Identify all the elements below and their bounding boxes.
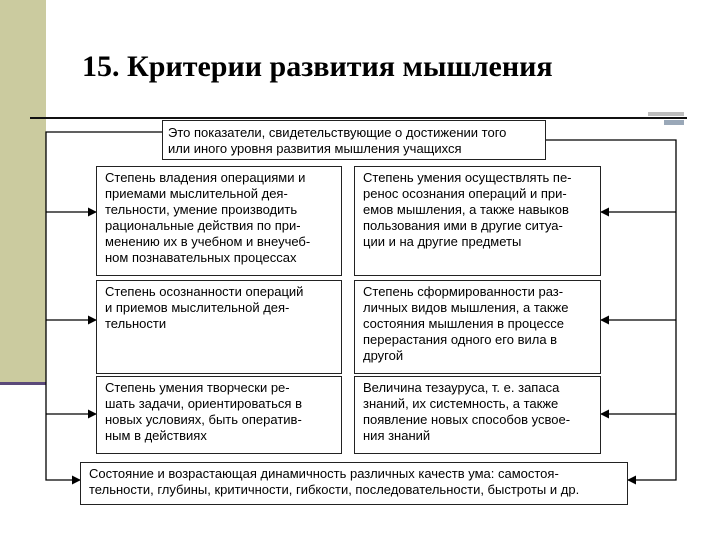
- criterion-box-3: Степень осознанности операций и приемов мыслительной дея- тельности: [96, 280, 342, 374]
- slide-title: 15. Критерии развития мышления: [82, 50, 553, 83]
- criterion-box-2: Степень умения осуществлять пе- ренос осознания операций и при- емов мышления, а также навыков пользования ими в другие ситуа- ции и на другие предметы: [354, 166, 601, 276]
- criterion-box-4: Степень сформированности раз- личных видов мышления, а также состояния мышления в процессе перерастания одного его вила в другой: [354, 280, 601, 374]
- criterion-box-5: Степень умения творчески ре- шать задачи, ориентироваться в новых условиях, быть оператив- ным в действиях: [96, 376, 342, 454]
- definition-box: Это показатели, свидетельствующие о достижении того или иного уровня развития мышления учащихся: [162, 120, 546, 160]
- criterion-box-1: Степень владения операциями и приемами мыслительной дея- тельности, умение производить рациональные действия по при- менению их в учебном и внеучеб- ном познавательных процессах: [96, 166, 342, 276]
- result-box: Состояние и возрастающая динамичность различных качеств ума: самостоя- тельности, глубины, критичности, гибкости, последовательности, быстроты и др.: [80, 462, 628, 505]
- criterion-box-6: Величина тезауруса, т. е. запаса знаний, их системность, а также появление новых способов усвое- ния знаний: [354, 376, 601, 454]
